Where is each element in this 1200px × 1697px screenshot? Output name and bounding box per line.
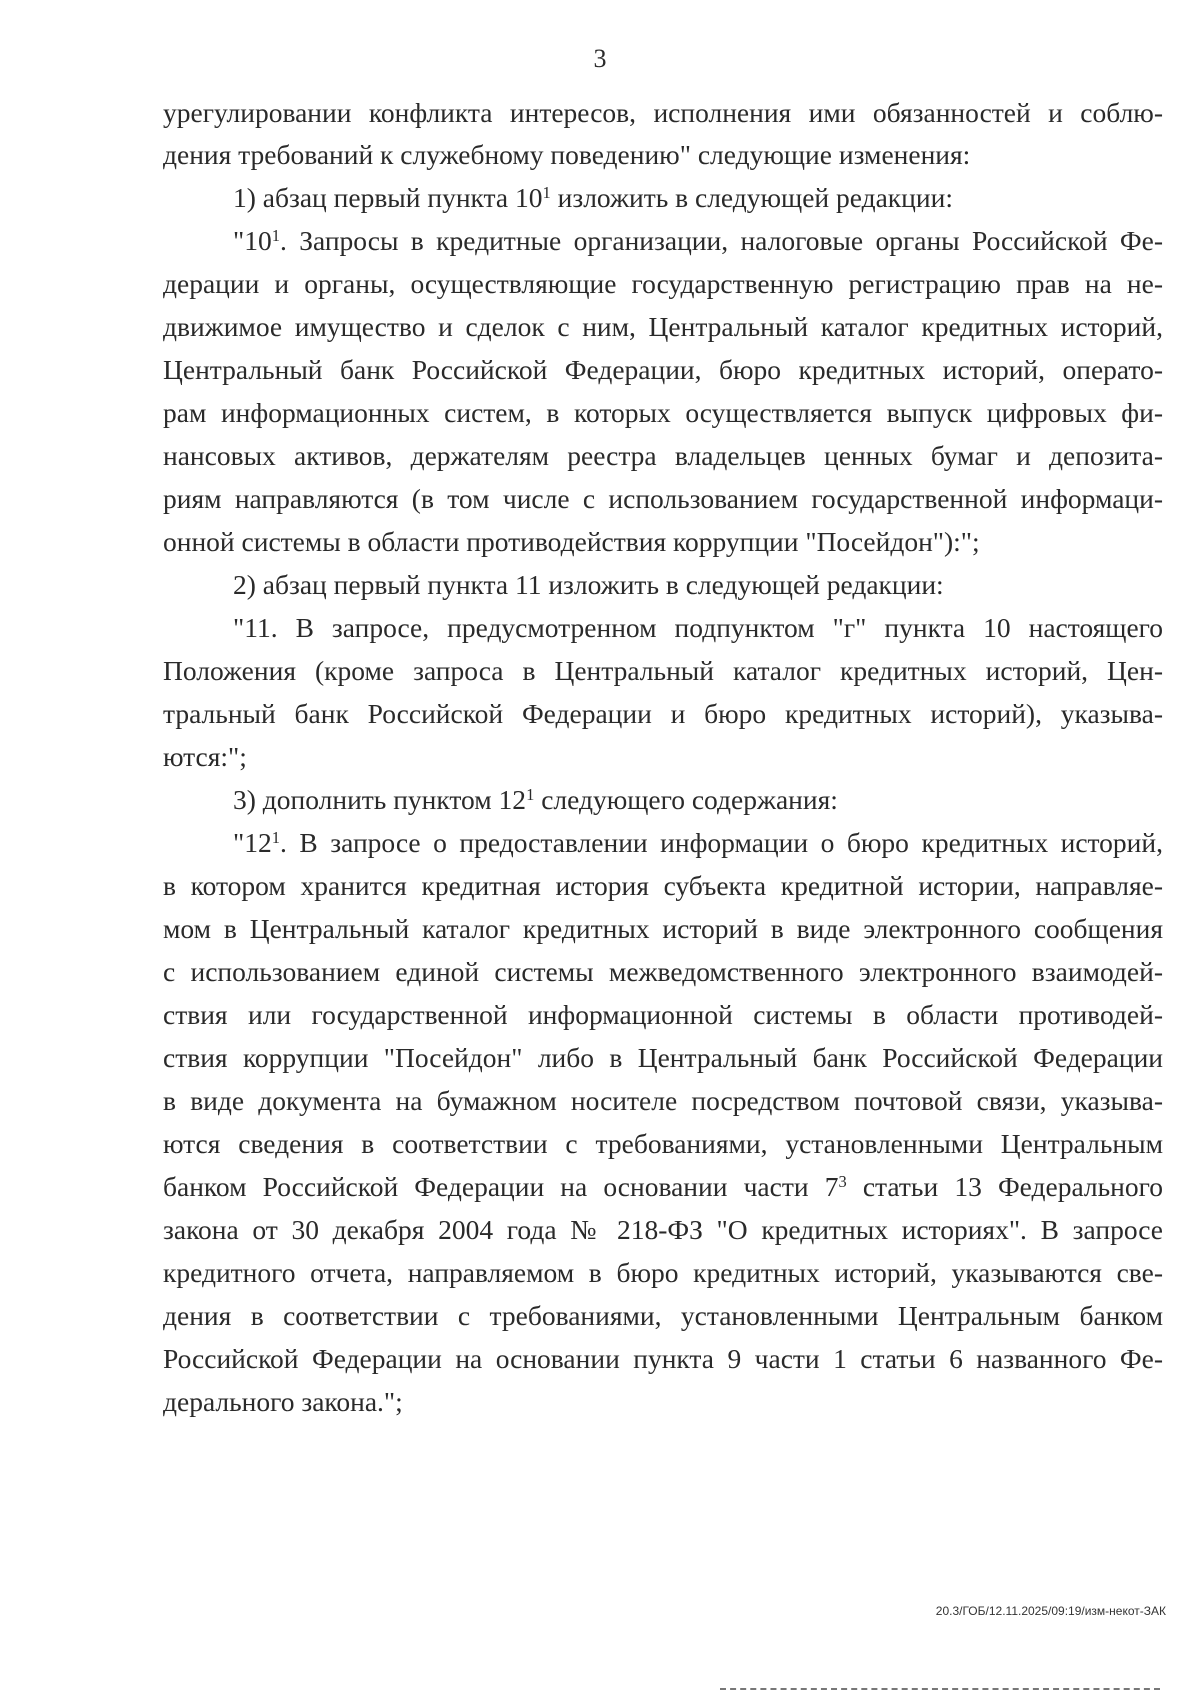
text-line: движимое имущество и сделок с ним, Центральный каталог кредитных историй, bbox=[163, 311, 1163, 342]
text-line: 3) дополнить пунктом $12^1$ следующего содержания: bbox=[233, 784, 838, 815]
bottom-divider bbox=[720, 1688, 1160, 1690]
text-line: дерального закона."; bbox=[163, 1386, 403, 1417]
text-line: "$12^1$. В запросе о предоставлении информации о бюро кредитных историй, bbox=[233, 827, 1163, 858]
text-line: риям направляются (в том числе с использованием государственной информаци- bbox=[163, 483, 1163, 514]
text-line: Российской Федерации на основании пункта 9 части 1 статьи 6 названного Фе- bbox=[163, 1343, 1163, 1374]
text-line: дерации и органы, осуществляющие государственную регистрацию прав на не- bbox=[163, 268, 1163, 299]
text-line: закона от 30 декабря 2004 года № 218-ФЗ "О кредитных историях". В запросе bbox=[163, 1214, 1163, 1245]
page-number: 3 bbox=[593, 44, 607, 73]
text-line: 1) абзац первый пункта $10^1$ изложить в следующей редакции: bbox=[233, 182, 953, 213]
text-line: дения в соответствии с требованиями, установленными Центральным банком bbox=[163, 1300, 1163, 1331]
text-line: ются:"; bbox=[163, 741, 247, 772]
text-line: ствия или государственной информационной системы в области противодей- bbox=[163, 999, 1163, 1030]
text-line: дения требований к служебному поведению" следующие изменения: bbox=[163, 139, 971, 170]
text-line: нансовых активов, держателям реестра владельцев ценных бумаг и депозита- bbox=[163, 440, 1163, 471]
text-line: кредитного отчета, направляемом в бюро кредитных историй, указываются све- bbox=[163, 1257, 1163, 1288]
text-line: онной системы в области противодействия коррупции "Посейдон"):"; bbox=[163, 526, 980, 557]
text-line: мом в Центральный каталог кредитных историй в виде электронного сообщения bbox=[163, 913, 1163, 944]
text-line: тральный банк Российской Федерации и бюро кредитных историй), указыва- bbox=[163, 698, 1163, 729]
document-code: 20.3/ГОБ/12.11.2025/09:19/изм-некот-ЗАК bbox=[935, 1604, 1166, 1618]
text-line: урегулировании конфликта интересов, исполнения ими обязанностей и соблю- bbox=[163, 97, 1163, 128]
text-line: в котором хранится кредитная история субъекта кредитной истории, направляе- bbox=[163, 870, 1163, 901]
text-line: рам информационных систем, в которых осуществляется выпуск цифровых фи- bbox=[163, 397, 1163, 428]
text-line: ствия коррупции "Посейдон" либо в Центральный банк Российской Федерации bbox=[163, 1042, 1163, 1073]
text-line: с использованием единой системы межведомственного электронного взаимодей- bbox=[163, 956, 1163, 987]
text-line: банком Российской Федерации на основании части $7^3$ статьи 13 Федерального bbox=[163, 1171, 1163, 1202]
text-line: ются сведения в соответствии с требованиями, установленными Центральным bbox=[163, 1128, 1163, 1159]
text-line: "11. В запросе, предусмотренном подпунктом "г" пункта 10 настоящего bbox=[233, 612, 1163, 643]
text-line: Центральный банк Российской Федерации, бюро кредитных историй, операто- bbox=[163, 354, 1163, 385]
text-line: 2) абзац первый пункта 11 изложить в следующей редакции: bbox=[233, 569, 944, 600]
text-line: Положения (кроме запроса в Центральный каталог кредитных историй, Цен- bbox=[163, 655, 1163, 686]
text-line: "$10^1$. Запросы в кредитные организации, налоговые органы Российской Фе- bbox=[233, 225, 1163, 256]
text-line: в виде документа на бумажном носителе посредством почтовой связи, указыва- bbox=[163, 1085, 1163, 1116]
